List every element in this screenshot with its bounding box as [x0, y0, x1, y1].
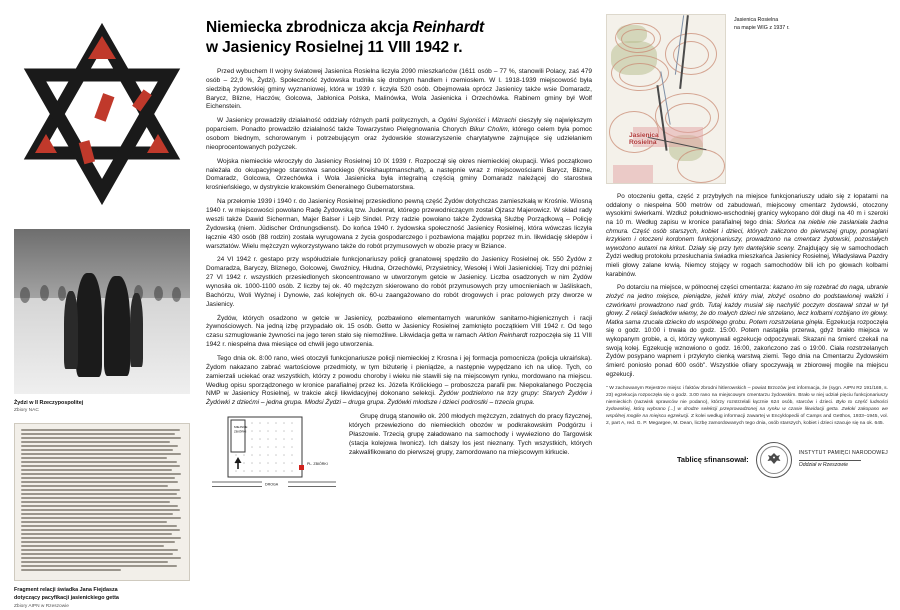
ipn-identity	[799, 450, 888, 470]
svg-text:ZBIÓRKI: ZBIÓRKI	[234, 429, 247, 434]
rp2-em: kazano im się rozebrać do naga, ubranie złożyć na jedno miejsce, pieniądze, jeżeli który miał, złożyć osobno do podstawionej walizki i czwórkami prowadzono nad grób. Tutaj każdy musiał się nachylić poczym dostawał strzał w tył głowy. Z relacji świadków wiemy, że do małych dzieci nie strzelano, lecz kolbami rozbijano im głowy. Matka sama rzucała dziecko do wspólnego grobu. Potem rozstrzelana ginęła.	[606, 284, 889, 326]
map-caption-line-1: Jasienica Rosielna	[734, 17, 779, 23]
title-line-2: w Jasienicy Rosielnej 11 VIII 1942 r.	[206, 38, 463, 56]
footnote	[606, 386, 888, 428]
photo-caption-title: Żydzi w II Rzeczypospolitej	[14, 400, 84, 406]
footnote-a: " W zachowanym Rejestrze miejsc i faktów zbrodni hitlerowskich – powiat Brzozów jest informacja, że (sygn. AIPN Rz 191/169, s. 23) egzekucja rozpoczęła się o godz. 3.00 rano na miejscowym cmentarzu żydowskim. Brało w niej udział pięciu funkcjonariuszy niemieckich (nazwisk sprawców nie podano), którzy rozstrzelali łącznie 624 osób, starców i dzieci.	[606, 386, 888, 406]
p2-em-1: Ogólni Syjoniści	[438, 117, 486, 125]
right-paragraph-2	[606, 284, 888, 379]
p2-em-3: Bikur Cholim	[469, 126, 508, 134]
p7-em: Żydów podzielono na trzy grupy: Starych Żydów i Żydówki z dziećmi – jedna grupa. Młodsi Żydzi – druga grupa. Żydówki młodsze i dzieci podrostki – trzecia grupa.	[206, 390, 592, 407]
p2-em-2: Mizrachi	[491, 117, 517, 125]
p6-b: rozpoczęła się 11 VIII 1942 r. niespełna dwa miesiące od chwili jego utworzenia.	[206, 332, 592, 349]
footnote-b: Z kolei według informacji zawartej w Encyklopedii of Camps and Getthos, 1933–1945, vol. 2, part A, red. G. P. Megargee, M. Dean, liczbę zamordowanych tego dnia, osób starszych, kobiet i dzieci szacuje się na ok. 645.	[606, 413, 889, 426]
ipn-branch: Oddział w Rzeszowie	[798, 462, 848, 469]
paragraph-2	[206, 117, 592, 152]
sponsor-block	[606, 442, 888, 478]
plan-and-final-paragraph	[206, 413, 592, 495]
plan-label-road: DROGA	[265, 482, 279, 487]
rp1-em: Słońca na niebie nie zasłaniała żadna chmura. Część osób starszych, kobiet i dzieci, których zaliczono do pierwszej grupy, ponaglani krzykiem i otoczeni kordonem funkcjonariuszy, prowadzono na cmentarz żydowski, pozostałych wywożono autami na kirkut. Działy się przy tym dantejskie sceny.	[606, 218, 888, 252]
map-place-label	[629, 133, 659, 147]
ipn-divider	[799, 460, 861, 461]
rp1-b: Znajdujący się w samochodach Żydzi według protokołu przesłuchania świadka mieszkańca Jasienicy Rosielnej, Władysława Pazdry mieli głowy zalane krwią. Niemcy stojący w rogach samochodów bili ich po głowach kolbami karabinów.	[606, 244, 888, 278]
p2-c: cieszyły się największym poparciem. Ponadto prowadziło działalność także Towarzystwo Pielęgnowania Chorych	[206, 117, 593, 134]
paragraph-3: Wojska niemieckie wkroczyły do Jasienicy Rosielnej 10 IX 1939 r. Rozpoczął się okres niemieckiej okupacji. Wieś początkowo należała do okupacyjnego starostwa sanockiego (Kreishauptmanschaft), a następnie wraz z miejscowościami Barycz, Blizne, Domaradz, Golcowa, Orzechówka i Wola Jasienicka była integralną częścią gminy Domaradz należącej do starostwa krośnieńskiego, w dystrykcie krakowskim Generalnego Gubernatorstwa.	[206, 157, 592, 192]
map-caption	[734, 14, 790, 33]
p6-em: Aktion Reinhardt	[478, 332, 528, 340]
ghetto-liquidation-plan-diagram	[206, 413, 341, 495]
map-place-line-2: Rosielna	[629, 138, 657, 146]
p2-a: W Jasienicy prowadziły działalność oddziały różnych partii politycznych, a	[217, 117, 439, 125]
map-place-line-1: Jasienica	[629, 132, 659, 139]
map-row	[606, 14, 888, 184]
title-line-1-emphasis: Reinhardt	[412, 19, 485, 36]
eagle-seal-icon	[756, 442, 792, 478]
right-body-text	[606, 193, 888, 379]
photo-caption-credit: Zbiory NAC	[14, 408, 39, 414]
main-body-text	[206, 68, 592, 408]
star-of-david-icon	[14, 14, 190, 219]
footnote-em: Było to część ludności żydowskiej, którą wybrano [...] w drodze selekcji przeprowadzonej na rynku w czasie likwidacji getta. Zwłoki zakopano we wspólnej mogile na miejscu egzekucji.	[606, 400, 888, 419]
ipn-name: INSTYTUT PAMIĘCI NARODOWEJ	[798, 449, 888, 456]
red-square-marker-icon	[299, 465, 304, 470]
title-line-1-pre: Niemiecka zbrodnicza akcja	[206, 19, 413, 36]
page-title	[206, 18, 592, 57]
right-paragraph-1	[606, 193, 888, 279]
p2-d: , którego celem była pomoc osobom biednym, schorowanym i potrzebującym oraz żydowskie stowarzyszenie charytatywne zajmujące się udzielaniem nieoprocentowanych pożyczek.	[206, 126, 593, 151]
wig-1937-map-image	[606, 14, 726, 184]
plan-label-point: PL. ZBIÓRKI	[307, 462, 328, 467]
p2-b: i	[485, 117, 492, 125]
historical-photo-jews-second-republic	[14, 229, 190, 394]
rp2-a: Po dotarciu na miejsce, w północnej części cmentarza:	[617, 284, 774, 292]
witness-testimony-document	[14, 423, 190, 581]
rp2-b: Egzekucja rozpoczęła się o godz. 10:00 i trwała do godz. 15:00. Potem nastąpiła przerwa, gdyż brakło miejsca w wykopanym grobie, a ci, którzy wykonywali egzekucje odpoczywali. Skazani na śmierć czekali na swoją kolej. Egzekucję wznowiono o godz. 16:00, zakończono zaś o 19:00. Ciała rozstrzelanych Żydów posypano wapnem i przykryto cienką warstwą ziemi. Tego dnia na Cmentarzu Żydowskim śmierć poniosło ponad 600 osób". Wszystkie ofiary spoczywają w zbiorowej mogile na miejscu egzekucji.	[606, 318, 888, 378]
star-of-david-artwork	[14, 14, 190, 219]
document-caption-title-1: Fragment relacji świadka Jana Fiejdasza	[14, 587, 118, 594]
sponsor-label: Tablicę sfinansował:	[676, 455, 749, 465]
rp1-a: Po otoczeniu getta, część z przybyłych na miejsce funkcjonariuszy udało się z łopatami na oddalony o niespełna 500 metrów od zabudowań, miejscowy cmentarz żydowski, otoczony wysokimi świerkami. Wzdłuż południowo-wschodniej granicy wykopano dół długi na 40 m i szeroki na 10 m. Według zapisu w kronice parafialnej tego dnia:	[606, 193, 888, 226]
document-caption-credit: Zbiory AIPN w Rzeszowie	[14, 603, 69, 609]
center-column	[200, 0, 600, 600]
paragraph-6	[206, 315, 592, 350]
eagle-glyph-icon	[764, 450, 784, 470]
p6-a: Żydów, których osadzono w getcie w Jasienicy, pozbawiono elementarnych warunków sanitarno-higienicznych i racji żywnościowych. Na jedną izbę przypadało ok. 15 osób. Getto w Jasienicy Rosielnej zamknięto początkiem VIII 1942 r. Od tego czasu szmuglowanie żywności na jego teren stało się niemożliwe. Likwidacja getta w ramach	[206, 314, 592, 340]
document-caption-title-2: dotyczący pacyfikacji jasienickiego getta	[14, 595, 119, 602]
photo-caption	[14, 399, 190, 414]
left-column	[0, 0, 200, 609]
document-caption	[14, 586, 190, 609]
map-caption-line-2: na mapie WIG z 1937 r.	[734, 24, 790, 31]
paragraph-4: Na przełomie 1939 i 1940 r. do Jasienicy Rosielnej przesiedlono pewną część Żydów dotychczas zamieszkałą w Krośnie. Wiosną 1940 r. w miejscowości powołano Radę Żydowską tzw. Judenrat, którego przewodniczącym został Ojzasz Majerowicz. W skład rady weszli także Dawid Sicherman, Majer Balser i Lejb Sindel. Przy radzie powołano także Żydowską Służbę Porządkową – Policję Żydowską (niem. Jüdischer Ordnungsdienst). Do końca 1940 r. żydowska społeczność Jasienicy Rosielnej, która wówczas liczyła łącznie 430 osób (88 rodzin) została wyrugowana z życia gospodarczego i pozbawiona majątku poprzez m.in. likwidację sklepów i warsztatów. Wielu mężczyzn wykorzystywano także do robót przymusowych w obozie pracy w Bziance.	[206, 198, 592, 250]
plan-label-market: MIEJSCE	[234, 425, 248, 430]
paragraph-5: 24 VI 1942 r. gestapo przy współudziale funkcjonariuszy policji granatowej spędziło do Jasienicy Rosielnej ok. 550 Żydów z Domaradza, Baryczy, Bliznego, Golcowej, Gwoźnicy, Hłudna, Orzechówki, Przysietnicy, Wesołej i Woli Jasienickiej. Trzy dni później 27 VI 1942 r. wszystkich przesiedlonych skoncentrowano w utworzonym getcie w Jasienicy. Liczba osadzonych w nim Żydów wynosiła ok. 1000-1100 osób. Z liczby tej ok. 40 mężczyzn skierowano do robót przymusowych przy umocnieniach w Jaśliskach, Bachórzu, Woli Wyżnej i Dynowie, zaś kolejnych ok. 60-u zaangażowano do robót drogowych i prac polowych przy dworze w Jasienicy.	[206, 256, 592, 308]
plan-diagram-svg	[206, 413, 341, 495]
paragraph-1: Przed wybuchem II wojny światowej Jasienica Rosielna liczyła 2090 mieszkańców (1611 osób – 77 %, stanowili Polacy, zaś 479 osób – 22,9 %, Żydzi). Społeczność żydowska trudniła się drobnym handlem i rzemiosłem. W l. 1918-1939 miejscowość była siedzibą żydowskiej gminy wyznaniowej, która w 1939 r. liczyła 520 osób. Obejmowała oprócz Jasienicy także wsie Domaradz, Barycz, Blizne, Haczów, Golcowa, Jabłonica Polska, Malinówka, Wola Jasienicka i Orzechówka. Rabinem gminy był Wolf Eichenstein.	[206, 68, 592, 111]
paragraph-8: Grupę drugą stanowiło ok. 200 młodych mężczyzn, zdatnych do pracy fizycznej, których przewieziono do niemieckich obozów w podkrakowskim Podgórzu i Płaszowie. Trzecią grupę załadowano na samochody i wywieziono do Targowisk (stacja kolejowa Iwonicz). Ich dalszy los jest nieznany. Tych wszystkich, których zakwalifikowano do pierwszej grupy, zamordowano na miejscowym kirkucie.	[349, 413, 592, 456]
right-column	[600, 0, 900, 600]
paragraph-7	[206, 355, 592, 408]
p7-a: Tego dnia ok. 8:00 rano, wieś otoczyli funkcjonariusze policji niemieckiej z Krosna i jej formacja pomocnicza (policja ukraińska). Żydom nakazano zabrać wartościowe przedmioty, w tym biżuterię i pieniądze, a następnie wypędzano ich na ulicę. Tych, co zamierzali uciekać oraz wszystkich, którzy z powodu choroby i wieku nie stawili się na miejscowym rynku, mordowano na miejscu. Według opisu sporządzonego w kronice parafialnej przez ks. Józefa Królickiego – proboszcza parafii pw. Niepokalanego Poczęcia NMP w Jasienicy Rosielnej, w trakcie akcji likwidacyjnej dokonano selekcji.	[206, 354, 592, 398]
